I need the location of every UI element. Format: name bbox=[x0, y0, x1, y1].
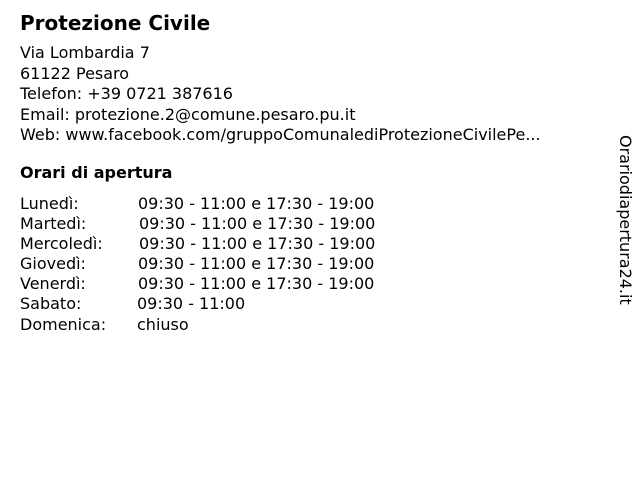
day-hours: 09:30 - 11:00 e 17:30 - 19:00 bbox=[138, 274, 375, 294]
day-hours: chiuso bbox=[137, 314, 189, 334]
site-watermark bbox=[612, 135, 640, 325]
web-line: Web: www.facebook.com/gruppoComunalediProtezioneCivilePe... bbox=[20, 125, 541, 145]
day-label: Sabato: bbox=[20, 294, 82, 314]
day-hours: 09:30 - 11:00 e 17:30 - 19:00 bbox=[139, 214, 376, 234]
email-line: Email: protezione.2@comune.pesaro.pu.it bbox=[20, 104, 356, 124]
day-label: Martedì: bbox=[20, 214, 87, 234]
day-hours: 09:30 - 11:00 bbox=[137, 294, 246, 314]
day-label: Giovedì: bbox=[20, 254, 86, 274]
day-label: Mercoledì: bbox=[20, 234, 103, 254]
day-label: Venerdì: bbox=[20, 274, 86, 294]
contact-block bbox=[20, 43, 541, 146]
phone-line: Telefon: +39 0721 387616 bbox=[20, 84, 233, 104]
day-label: Lunedì: bbox=[20, 194, 79, 213]
hours-heading: Orari di apertura bbox=[20, 163, 173, 182]
day-hours: 09:30 - 11:00 e 17:30 - 19:00 bbox=[138, 254, 375, 274]
day-hours: 09:30 - 11:00 e 17:30 - 19:00 bbox=[138, 194, 375, 213]
watermark-text: Orariodiapertura24.it bbox=[616, 135, 635, 305]
day-hours: 09:30 - 11:00 e 17:30 - 19:00 bbox=[139, 234, 376, 254]
address-street: Via Lombardia 7 bbox=[20, 43, 150, 62]
day-label: Domenica: bbox=[20, 314, 107, 334]
address-city: 61122 Pesaro bbox=[20, 63, 130, 83]
page-title: Protezione Civile bbox=[20, 11, 211, 35]
